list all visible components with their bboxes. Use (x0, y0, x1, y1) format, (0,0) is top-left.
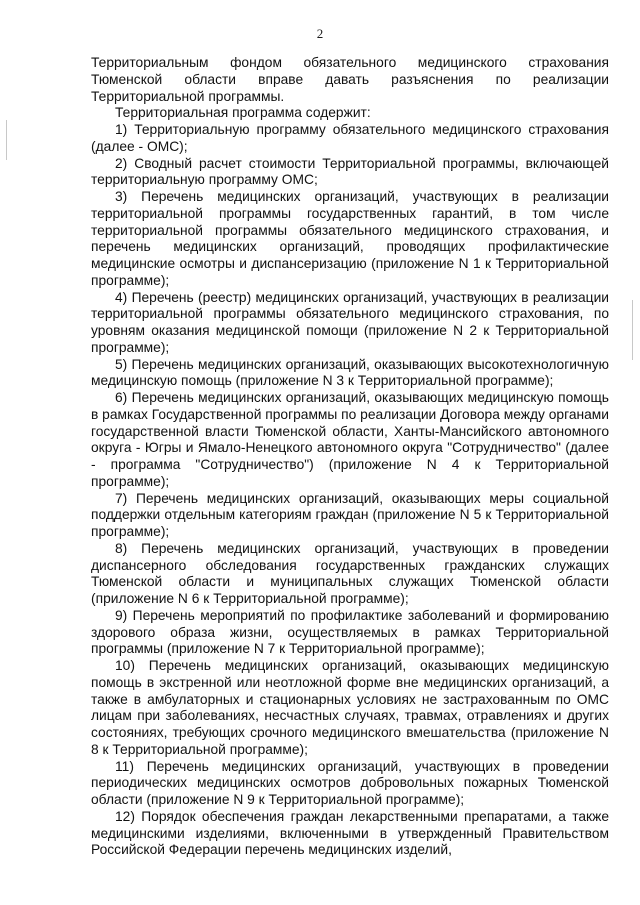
document-body (91, 55, 609, 859)
list-item-10: 10) Перечень медицинских организаций, оказывающих медицинскую помощь в экстренной или неотложной форме вне медицинских организаций, а также в амбулаторных и стационарных условиях не застрахованным по ОМС лицам при заболеваниях, несчастных случаях, травмах, отравлениях и других состояниях, требующих срочного медицинского вмешательства (приложение N 8 к Территориальной программе); (91, 658, 609, 757)
scan-artifact-right (632, 300, 633, 360)
list-item-2: 2) Сводный расчет стоимости Территориальной программы, включающей территориальную программу ОМС; (91, 155, 609, 188)
paragraph-intro: Территориальным фондом обязательного медицинского страхования Тюменской области вправе давать разъяснения по реализации Территориальной программы. (91, 55, 609, 104)
scan-artifact-left (6, 120, 7, 160)
paragraph-program-contains: Территориальная программа содержит: (115, 105, 371, 121)
list-item-11: 11) Перечень медицинских организаций, участвующих в проведении периодических медицинских осмотров добровольных пожарных Тюменской области (приложение N 9 к Территориальной программе); (91, 758, 609, 807)
list-item-9: 9) Перечень мероприятий по профилактике заболеваний и формированию здорового образа жизни, осуществляемых в рамках Территориальной программы (приложение N 7 к Территориальной программе); (91, 607, 609, 657)
page-number: 2 (316, 26, 324, 41)
list-item-7: 7) Перечень медицинских организаций, оказывающих меры социальной поддержки отдельным категориям граждан (приложение N 5 к Территориальной программе); (91, 490, 609, 539)
list-item-4: 4) Перечень (реестр) медицинских организаций, участвующих в реализации территориальной программы обязательного медицинского страхования, по уровням оказания медицинской помощи (приложение N 2 к Территориальной программе); (91, 289, 609, 355)
list-item-1: 1) Территориальную программу обязательного медицинского страхования (далее - ОМС); (91, 122, 609, 154)
list-item-5: 5) Перечень медицинских организаций, оказывающих высокотехнологичную медицинскую помощь (приложение N 3 к Территориальной программе); (91, 356, 609, 389)
list-item-8: 8) Перечень медицинских организаций, участвующих в проведении диспансерного обследования государственных гражданских служащих Тюменской области и муниципальных служащих Тюменской области (приложение N 6 к Территориальной программе); (91, 540, 609, 606)
list-item-6: 6) Перечень медицинских организаций, оказывающих медицинскую помощь в рамках Государственной программы по реализации Договора между органами государственной власти Тюменской области, Ханты-Мансийского автономного округа - Югры и Ямало-Ненецкого автономного округа "Сотрудничество" (далее - программа "Сотрудничество") (приложение N 4 к Территориальной программе); (91, 390, 609, 489)
list-item-12: 12) Порядок обеспечения граждан лекарственными препаратами, а также медицинскими изделиями, включенными в утвержденный Правительством Российской Федерации перечень медицинских изделий, (91, 808, 609, 858)
list-item-3: 3) Перечень медицинских организаций, участвующих в реализации территориальной программы государственных гарантий, в том числе территориальной программы обязательного медицинского страхования, и перечень медицинских организаций, проводящих профилактические медицинские осмотры и диспансеризацию (приложение N 1 к Территориальной программе); (91, 189, 609, 288)
